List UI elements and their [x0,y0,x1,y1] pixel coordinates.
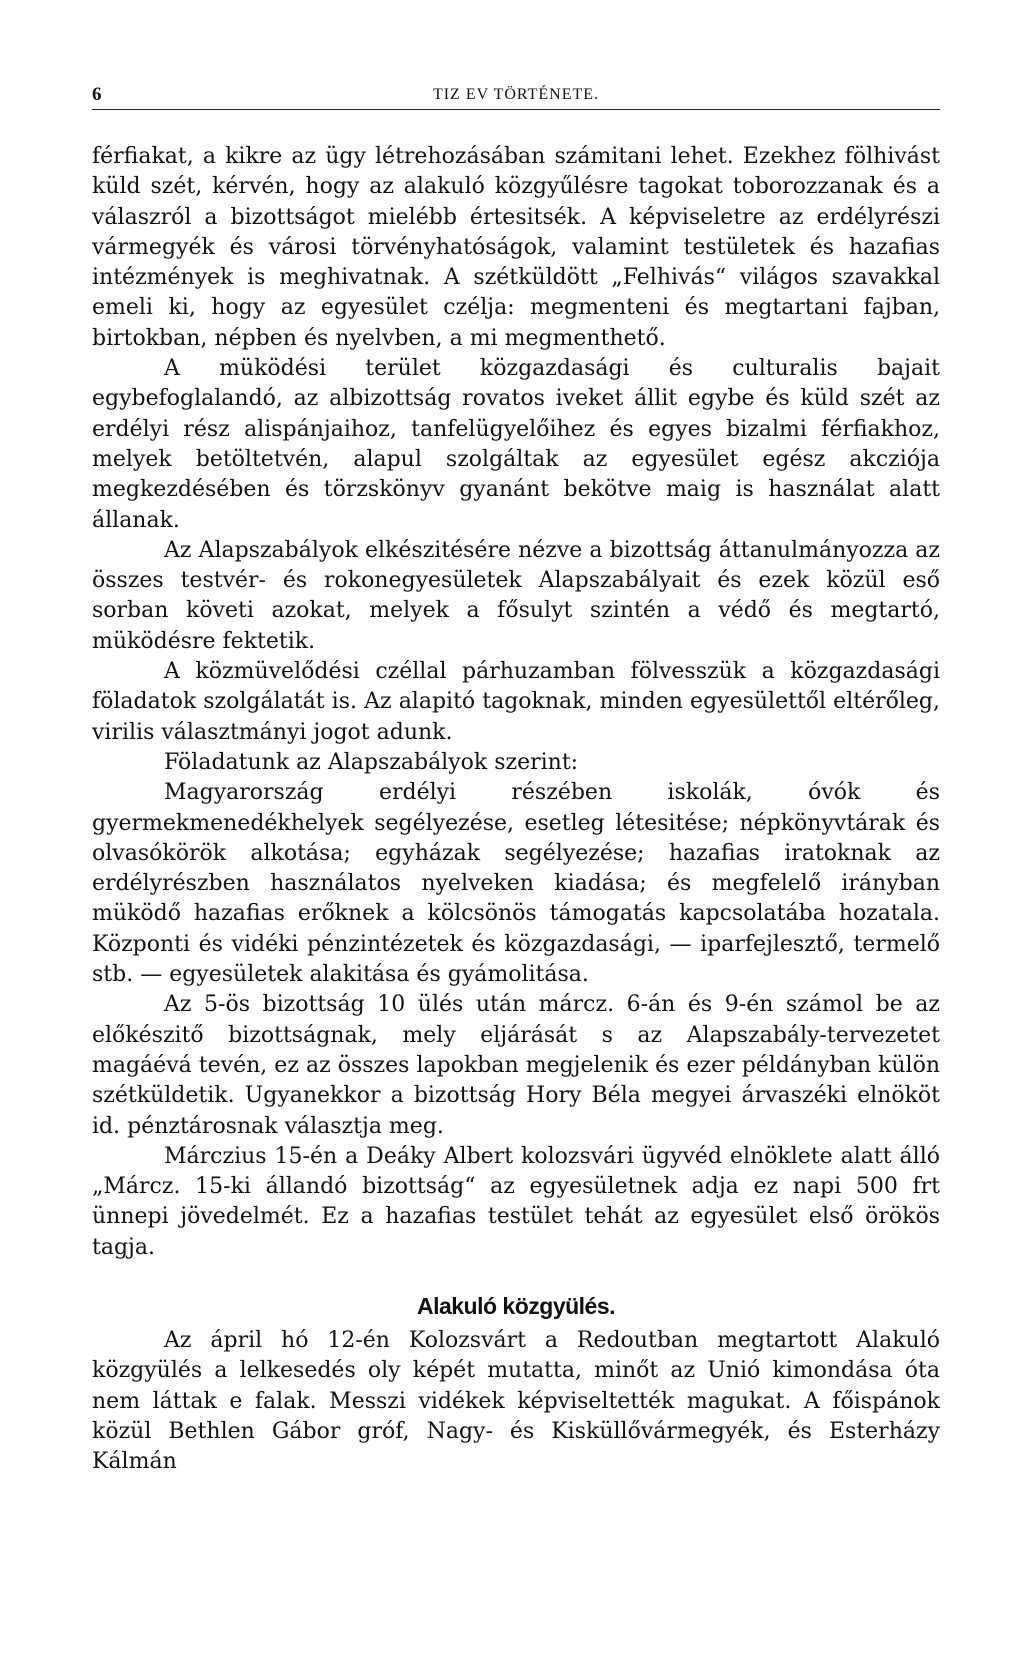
paragraph-7: Az 5-ös bizottság 10 ülés után márcz. 6-án és 9-én számol be az előkészitő bizottságnak, mely eljárását s az Alapszabály-tervezetet magáévá tevén, ez az összes lapokban megjelenik és ezer példányban külön szétküldetik. Ugyanekkor a bizottság Hory Béla megyei árvaszéki elnököt id. pénztárosnak választja meg. [92,992,940,1139]
paragraph-4: A közmüvelődési czéllal párhuzamban fölvesszük a közgazdasági föladatok szolgálatát is. Az alapitó tagoknak, minden egyesülettől eltérőleg, virilis választmányi jogot adunk. [92,659,940,745]
paragraph-8: Márczius 15-én a Deáky Albert kolozsvári ügyvéd elnöklete alatt álló „Márcz. 15-ki állandó bizottság“ az egyesületnek adja ez napi 500 frt ünnepi jövedelmét. Ez a hazafias testület tehát az egyesület első örökös tagja. [92,1143,940,1260]
running-head: TIZ EV TÖRTÉNETE. [432,86,600,103]
paragraph-3: Az Alapszabályok elkészitésére nézve a bizottság áttanulmányozza az összes testvér- és rokonegyesületek Alapszabályait és ezek közül eső sorban követi azokat, melyek a fősulyt szintén a védő és megtartó, müködésre fektetik. [92,537,940,654]
body-text [92,142,940,1477]
paragraph-2: A müködési terület közgazdasági és culturalis bajait egybefoglalandó, az albizottság rovatos iveket állit egybe és küld szét az erdélyi rész alispánjaihoz, tanfelügyelőihez és egyes bizalmi férfiakhoz, melyek betöltetvén, alapul szolgáltak az egyesület egész akcziója megkezdésében és törzskönyv gyanánt bekötve maig is használat alatt állanak. [92,356,940,533]
page-header [92,84,940,112]
paragraph-5: Föladatunk az Alapszabályok szerint: [164,749,579,775]
paragraph-1: férfiakat, a kikre az ügy létrehozásában számitani lehet. Ezekhez fölhivást küld szét, kérvén, hogy az alakuló közgyűlésre tagokat toborozzanak és a válaszról a bizottságot mielébb értesitsék. A képviseletre az erdélyrészi vármegyék és városi törvényhatóságok, valamint testületek és hazafias intézmények is meghivatnak. A szétküldött „Felhivás“ világos szavakkal emeli ki, hogy az egyesület czélja: megmenteni és megtartani fajban, birtokban, népben és nyelvben, a mi megmenthető. [92,144,940,351]
section-heading: Alakuló közgyülés. [416,1292,616,1319]
paragraph-6: Magyarország erdélyi részében iskolák, óvók és gyermekmenedékhelyek segélyezése, esetleg létesitése; népkönyvtárak és olvasókörök alkotása; egyházak segélyezése; hazafias iratoknak az erdélyrészben használatos nyelveken kiadása; és megfelelő irányban müködő hazafias erőknek a kölcsönös támogatás kapcsolatába hozatala. Központi és vidéki pénzintézetek és közgazdasági, — iparfejlesztő, termelő stb. — egyesületek alakitása és gyámolitása. [92,780,940,988]
header-rule [92,109,940,110]
section-paragraph-1: Az ápril hó 12-én Kolozsvárt a Redoutban megtartott Alakuló közgyülés a lelkesedés oly képét mutatta, minőt az Unió kimondása óta nem láttak e falak. Messzi vidékek képviseltették magukat. A főispánok közül Bethlen Gábor gróf, Nagy- és Kisküllővármegyék, és Esterházy Kálmán [92,1327,940,1475]
page-number: 6 [92,84,102,105]
